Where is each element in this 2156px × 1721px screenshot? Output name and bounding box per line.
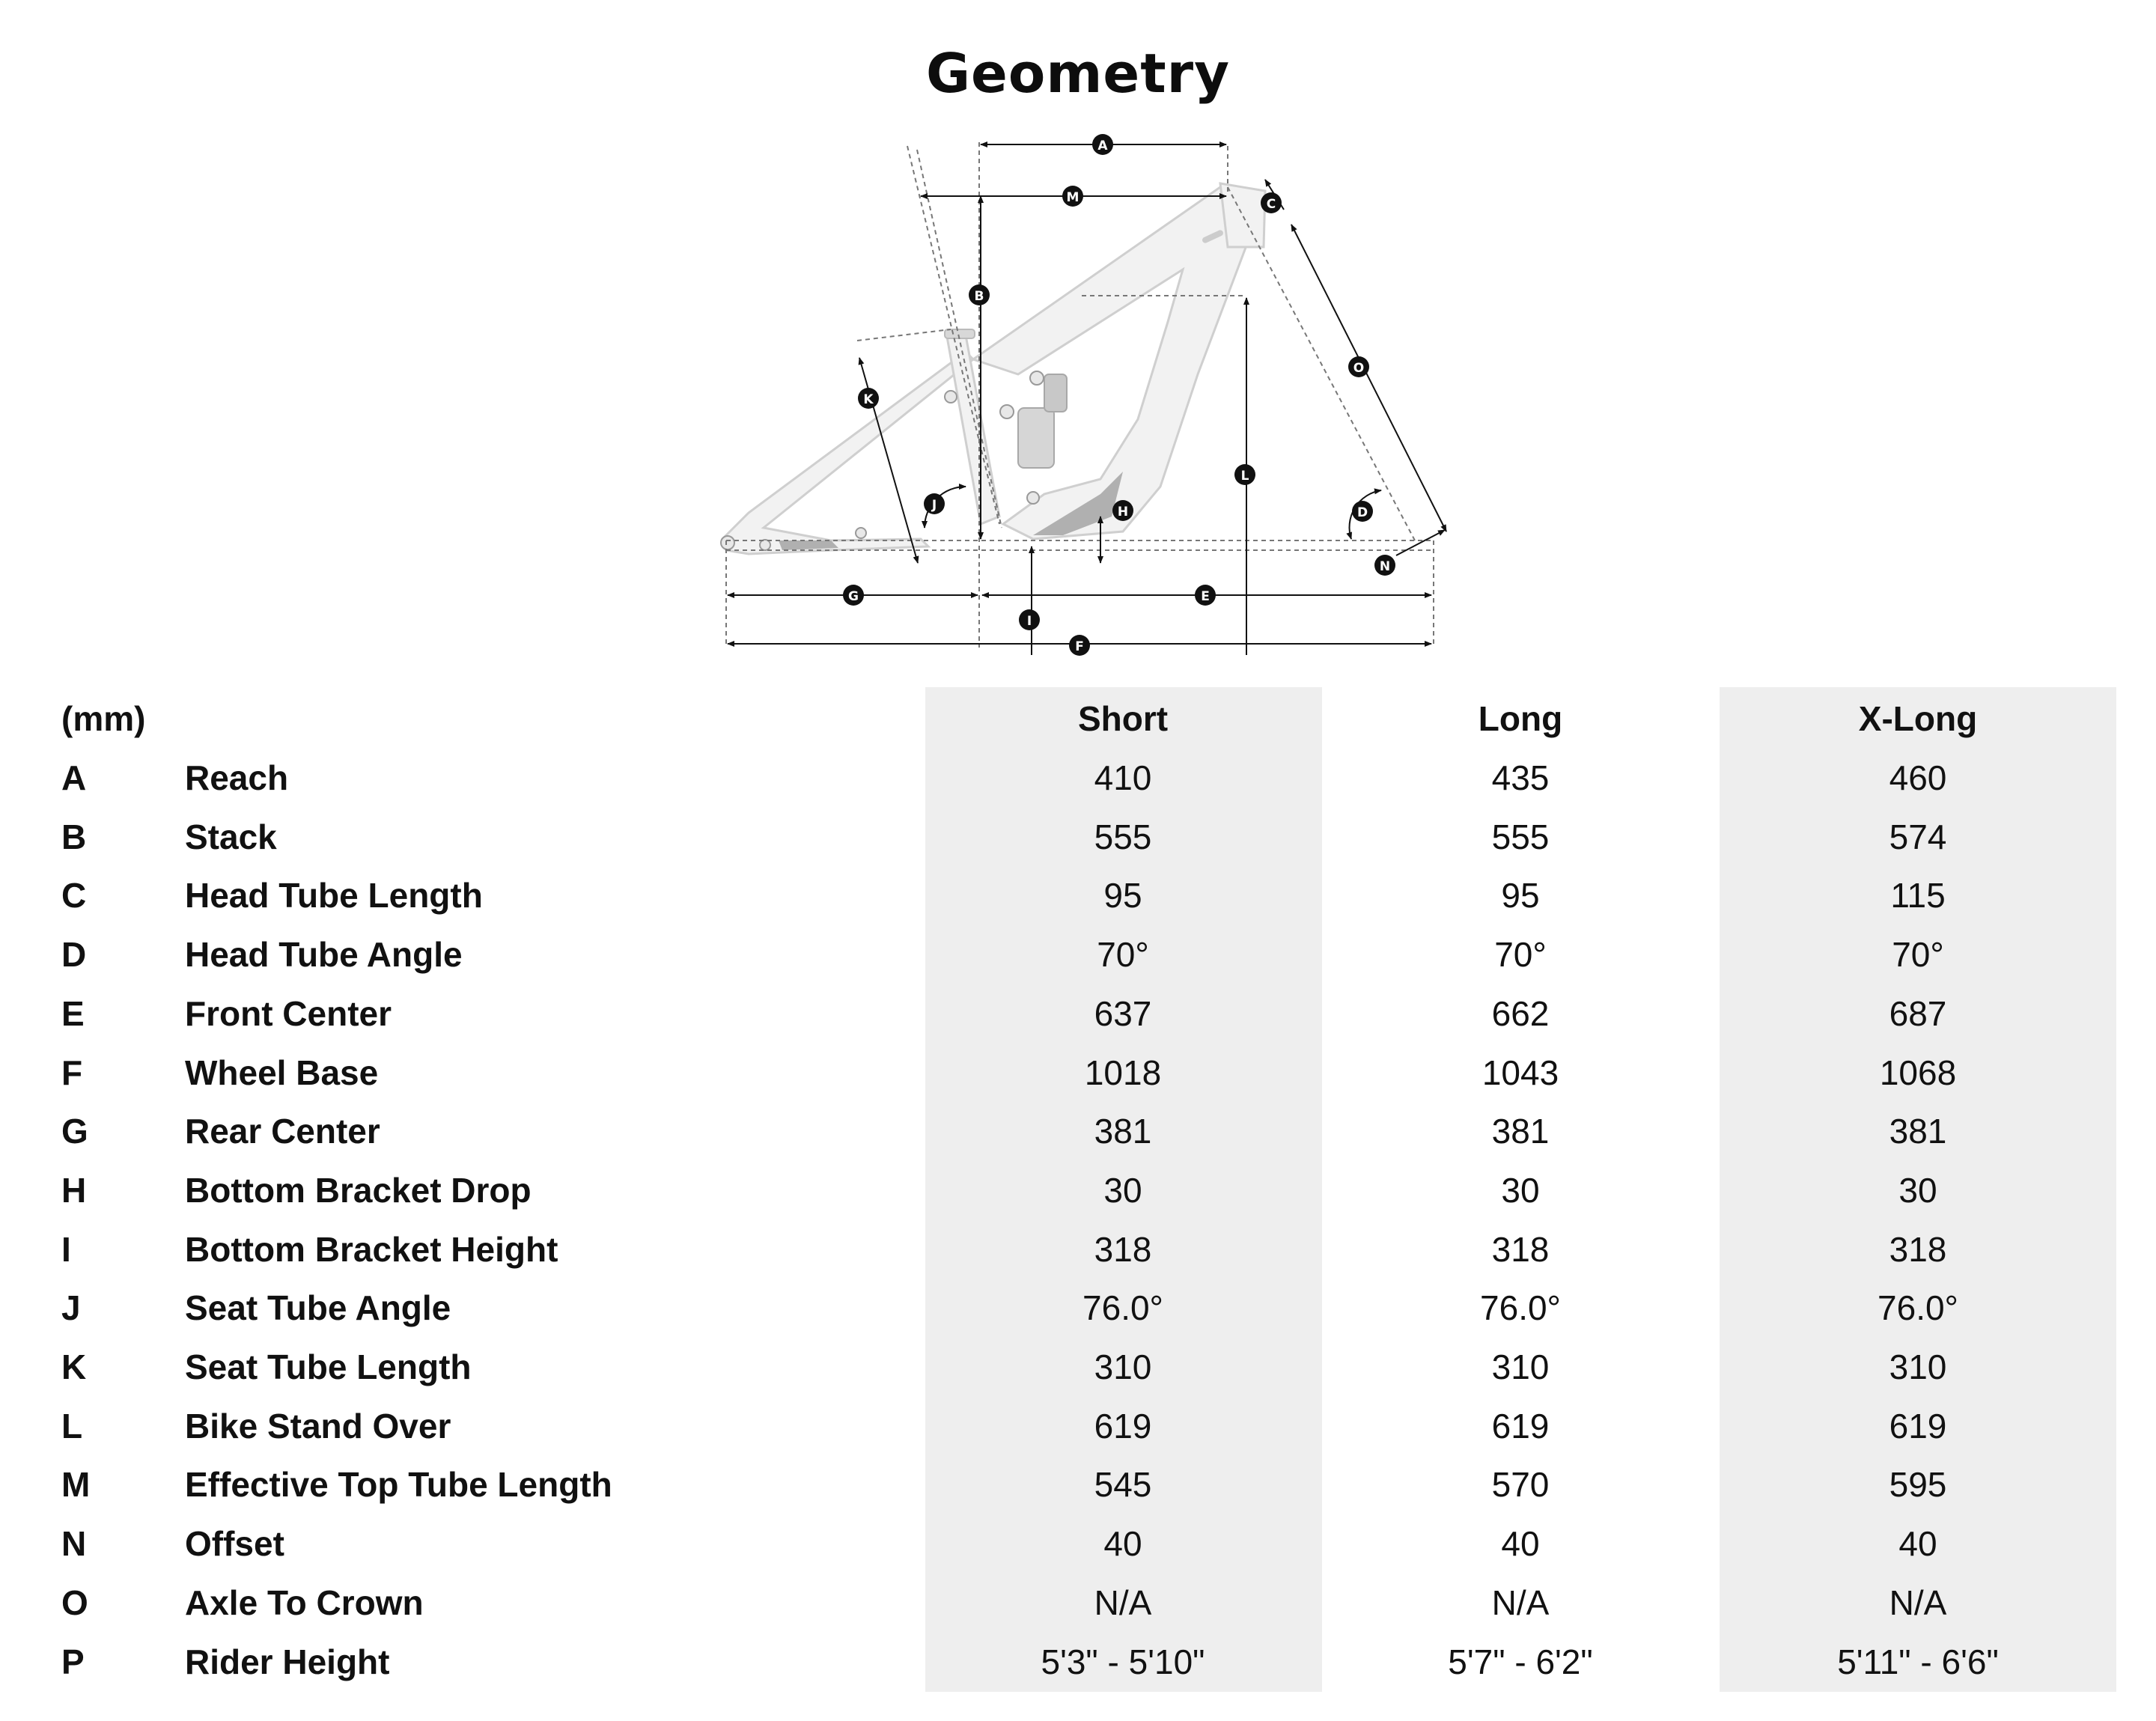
value-short: 30 bbox=[1103, 1170, 1142, 1210]
svg-text:J: J bbox=[931, 498, 937, 513]
row-letter: N bbox=[61, 1524, 87, 1564]
svg-text:A: A bbox=[1097, 138, 1108, 153]
row-letter: B bbox=[61, 817, 87, 856]
value-xlong: 76.0° bbox=[1878, 1288, 1958, 1328]
value-xlong: 318 bbox=[1889, 1229, 1947, 1269]
badge-g bbox=[843, 585, 864, 606]
value-long: 5'7" - 6'2" bbox=[1448, 1642, 1593, 1681]
svg-text:F: F bbox=[1075, 639, 1084, 654]
row-label: Wheel Base bbox=[185, 1053, 379, 1092]
value-xlong: N/A bbox=[1889, 1583, 1947, 1622]
row-label: Bottom Bracket Drop bbox=[185, 1170, 532, 1210]
row-label: Reach bbox=[185, 758, 289, 797]
row-label: Bike Stand Over bbox=[185, 1406, 451, 1446]
value-long: 555 bbox=[1491, 817, 1550, 856]
badge-b bbox=[969, 284, 990, 305]
table-row bbox=[0, 1102, 2156, 1161]
value-short: 637 bbox=[1094, 993, 1152, 1033]
badge-l bbox=[1234, 464, 1255, 485]
row-label: Head Tube Length bbox=[185, 876, 483, 916]
table-row bbox=[0, 984, 2156, 1044]
column-header-xlong: X-Long bbox=[1858, 699, 1978, 738]
value-xlong: 595 bbox=[1889, 1465, 1947, 1505]
badge-i bbox=[1019, 609, 1040, 630]
row-letter: D bbox=[61, 935, 87, 975]
value-short: 310 bbox=[1094, 1347, 1152, 1386]
svg-text:N: N bbox=[1379, 559, 1391, 574]
value-xlong: 40 bbox=[1898, 1524, 1937, 1564]
value-short: 318 bbox=[1094, 1229, 1152, 1269]
value-short: 381 bbox=[1094, 1112, 1152, 1151]
badge-d bbox=[1352, 501, 1373, 522]
table-row bbox=[0, 1161, 2156, 1220]
row-label: Axle To Crown bbox=[185, 1583, 424, 1622]
table-header-row bbox=[0, 689, 2156, 749]
row-label: Rear Center bbox=[185, 1112, 380, 1151]
value-long: 570 bbox=[1491, 1465, 1550, 1505]
value-short: 1018 bbox=[1084, 1053, 1162, 1092]
row-letter: P bbox=[61, 1642, 85, 1681]
badge-a bbox=[1092, 134, 1113, 155]
svg-text:G: G bbox=[848, 589, 859, 604]
table-row bbox=[0, 1397, 2156, 1456]
table-row bbox=[0, 866, 2156, 925]
row-letter: J bbox=[61, 1288, 81, 1328]
badge-h bbox=[1112, 500, 1133, 521]
row-label: Offset bbox=[185, 1524, 284, 1564]
row-letter: G bbox=[61, 1112, 88, 1151]
value-long: 1043 bbox=[1482, 1053, 1559, 1092]
svg-text:K: K bbox=[863, 392, 874, 407]
row-letter: O bbox=[61, 1583, 88, 1622]
row-letter: H bbox=[61, 1170, 87, 1210]
value-short: N/A bbox=[1094, 1583, 1152, 1622]
value-short: 5'3" - 5'10" bbox=[1041, 1642, 1205, 1681]
badge-f bbox=[1069, 635, 1090, 656]
table-row bbox=[0, 1044, 2156, 1103]
value-long: 435 bbox=[1491, 758, 1550, 797]
reference-lines bbox=[726, 142, 1434, 648]
table-row bbox=[0, 1514, 2156, 1574]
value-xlong: 619 bbox=[1889, 1406, 1947, 1446]
svg-text:M: M bbox=[1066, 190, 1079, 205]
badge-c bbox=[1261, 192, 1282, 213]
row-label: Seat Tube Length bbox=[185, 1347, 472, 1386]
column-header-short: Short bbox=[1077, 699, 1169, 738]
row-letter: I bbox=[61, 1229, 71, 1269]
dimension-lines bbox=[728, 144, 1446, 655]
table-row bbox=[0, 808, 2156, 867]
badge-o bbox=[1348, 356, 1369, 377]
badge-k bbox=[858, 388, 879, 409]
row-label: Effective Top Tube Length bbox=[185, 1465, 612, 1505]
row-letter: F bbox=[61, 1053, 83, 1092]
value-xlong: 460 bbox=[1889, 758, 1947, 797]
value-short: 70° bbox=[1097, 935, 1149, 975]
page-title: Geometry bbox=[925, 42, 1231, 105]
value-short: 40 bbox=[1103, 1524, 1142, 1564]
svg-text:C: C bbox=[1266, 197, 1276, 212]
svg-text:L: L bbox=[1240, 469, 1249, 484]
svg-text:E: E bbox=[1201, 589, 1210, 604]
row-label: Front Center bbox=[185, 993, 392, 1033]
svg-text:O: O bbox=[1353, 361, 1365, 376]
badge-n bbox=[1374, 555, 1395, 576]
value-short: 76.0° bbox=[1082, 1288, 1163, 1328]
row-letter: K bbox=[61, 1347, 87, 1386]
unit-label: (mm) bbox=[61, 699, 146, 738]
value-long: 662 bbox=[1491, 993, 1550, 1033]
value-short: 410 bbox=[1094, 758, 1152, 797]
value-xlong: 310 bbox=[1889, 1347, 1947, 1386]
table-row bbox=[0, 1338, 2156, 1397]
value-xlong: 687 bbox=[1889, 993, 1947, 1033]
value-xlong: 115 bbox=[1890, 876, 1946, 916]
badge-m bbox=[1062, 186, 1083, 207]
column-header-long: Long bbox=[1478, 699, 1563, 738]
table-row bbox=[0, 1574, 2156, 1633]
row-label: Bottom Bracket Height bbox=[185, 1229, 558, 1269]
table-row bbox=[0, 925, 2156, 984]
table-row bbox=[0, 1455, 2156, 1514]
row-letter: M bbox=[61, 1465, 91, 1505]
value-short: 619 bbox=[1094, 1406, 1152, 1446]
badge-e bbox=[1195, 585, 1216, 606]
value-xlong: 574 bbox=[1889, 817, 1947, 856]
svg-text:I: I bbox=[1026, 614, 1032, 629]
value-long: 381 bbox=[1491, 1112, 1550, 1151]
row-letter: A bbox=[61, 758, 87, 797]
row-label: Seat Tube Angle bbox=[185, 1288, 451, 1328]
value-long: 70° bbox=[1494, 935, 1547, 975]
value-long: 40 bbox=[1501, 1524, 1540, 1564]
table-row bbox=[0, 1633, 2156, 1692]
geometry-diagram bbox=[704, 120, 1467, 666]
table-row bbox=[0, 749, 2156, 808]
value-xlong: 70° bbox=[1892, 935, 1944, 975]
value-xlong: 1068 bbox=[1879, 1053, 1957, 1092]
value-long: 30 bbox=[1501, 1170, 1540, 1210]
value-xlong: 5'11" - 6'6" bbox=[1837, 1642, 1999, 1681]
row-label: Stack bbox=[185, 817, 277, 856]
table-row bbox=[0, 1279, 2156, 1338]
value-short: 545 bbox=[1094, 1465, 1152, 1505]
row-label: Head Tube Angle bbox=[185, 935, 463, 975]
value-xlong: 30 bbox=[1898, 1170, 1937, 1210]
row-letter: E bbox=[61, 993, 85, 1033]
value-short: 95 bbox=[1103, 876, 1142, 916]
value-long: 310 bbox=[1491, 1347, 1550, 1386]
svg-text:H: H bbox=[1117, 505, 1129, 520]
value-long: N/A bbox=[1491, 1583, 1550, 1622]
value-xlong: 381 bbox=[1889, 1112, 1947, 1151]
value-short: 555 bbox=[1094, 817, 1152, 856]
row-letter: C bbox=[61, 876, 87, 916]
row-label: Rider Height bbox=[185, 1642, 390, 1681]
value-long: 95 bbox=[1501, 876, 1540, 916]
value-long: 619 bbox=[1491, 1406, 1550, 1446]
value-long: 76.0° bbox=[1480, 1288, 1561, 1328]
value-long: 318 bbox=[1491, 1229, 1550, 1269]
svg-text:D: D bbox=[1356, 505, 1368, 520]
row-letter: L bbox=[61, 1406, 83, 1446]
table-row bbox=[0, 1220, 2156, 1279]
svg-text:B: B bbox=[974, 289, 984, 304]
badge-j bbox=[924, 493, 945, 514]
